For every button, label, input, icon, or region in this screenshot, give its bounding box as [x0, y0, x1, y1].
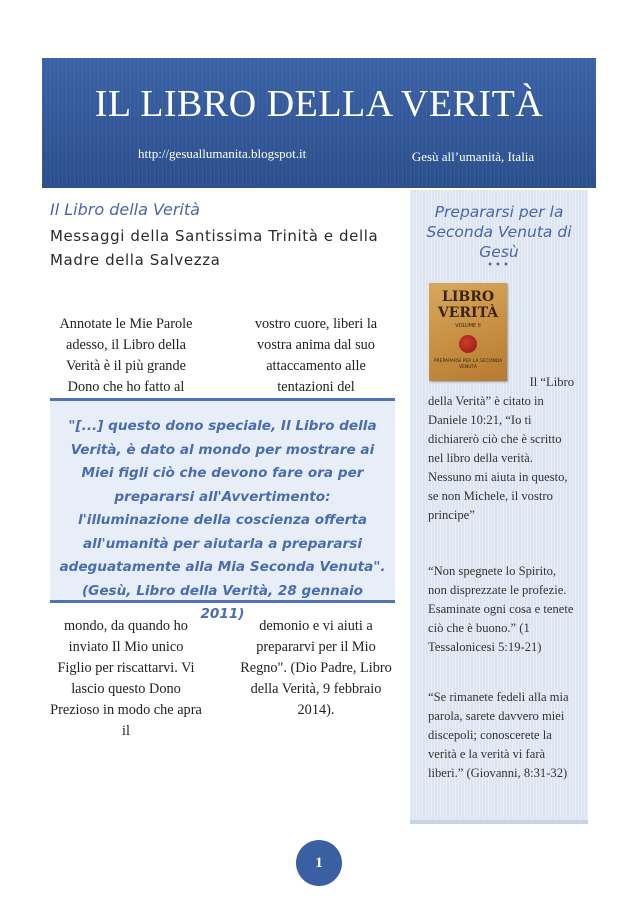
header-tagline: Gesù all’umanità, Italia [411, 149, 535, 164]
body-column-2-bottom: demonio e vi aiuti a prepararvi per il Mio Regno". (Dio Padre, Libro della Verità, 9 febbraio 2014). [240, 618, 392, 718]
body-column-1-top: Annotate le Mie Parole adesso, il Libro della Verità è il più grande Dono che ho fatto al [59, 316, 193, 395]
page-number: 1 [296, 840, 342, 886]
sidebar [410, 190, 588, 824]
sidebar-paragraph-1-rest: della Verità” è citato in Daniele 10:21, “Io ti dichiarerò ciò che è scritto nel libro della verità. Nessuno mi aiuta in questo, se non Michele, il vostro principe” [428, 394, 568, 522]
book-cover-line1: LIBRO [441, 289, 495, 305]
wax-seal-icon [459, 335, 477, 353]
body-column-1-bottom: mondo, da quando ho inviato Il Mio unico Figlio per riscattarvi. Vi lascio questo Dono Prezioso in modo che apra il [50, 618, 202, 739]
sidebar-paragraph-1-start: Il “Libro [529, 375, 574, 389]
book-cover-volume: VOLUME II [455, 323, 481, 329]
pull-quote: "[...] questo dono speciale, Il Libro della Verità, è dato al mondo per mostrare ai Miei figli ciò che devono fare ora per prepararsi all'Avvertimento: l'illuminazione della coscienza offerta all'umanità per aiutarla a prepararsi adeguatamente alla Mia Seconda Venuta". (Gesù, Libro della Verità, 28 gennaio 2011) [50, 398, 395, 603]
page-title: IL LIBRO DELLA VERITÀ [94, 83, 544, 125]
sidebar-paragraph-3: “Se rimanete fedeli alla mia parola, sarete davvero miei discepoli; conoscerete la verità e la verità vi farà liberi.” (Giovanni, 8:31-32) [428, 690, 569, 780]
document-title: Il Libro della Verità [50, 200, 200, 219]
book-cover-line2: VERITÀ [437, 305, 499, 321]
document-subtitle: Messaggi della Santissima Trinità e della Madre della Salvezza [50, 227, 379, 269]
sidebar-title: Prepararsi per la Seconda Venuta di Gesù [426, 203, 572, 261]
blog-url: http://gesuallumanita.blogspot.it [138, 146, 307, 161]
body-column-2-top: vostro cuore, liberi la vostra anima dal suo attaccamento alle tentazioni del [254, 316, 378, 395]
sidebar-paragraph-2: “Non spegnete lo Spirito, non disprezzate le profezie. Esaminate ogni cosa e tenete ciò che è buono.” (1 Tessalonicesi 5:19-21) [428, 564, 574, 654]
header-banner [42, 58, 596, 188]
book-cover-image [429, 283, 507, 381]
book-cover-subtitle: PREPARARSI PER LA SECONDA VENUTA [433, 359, 503, 370]
sidebar-paragraph-1 [428, 373, 578, 525]
sidebar-dots: ••• [487, 260, 511, 271]
